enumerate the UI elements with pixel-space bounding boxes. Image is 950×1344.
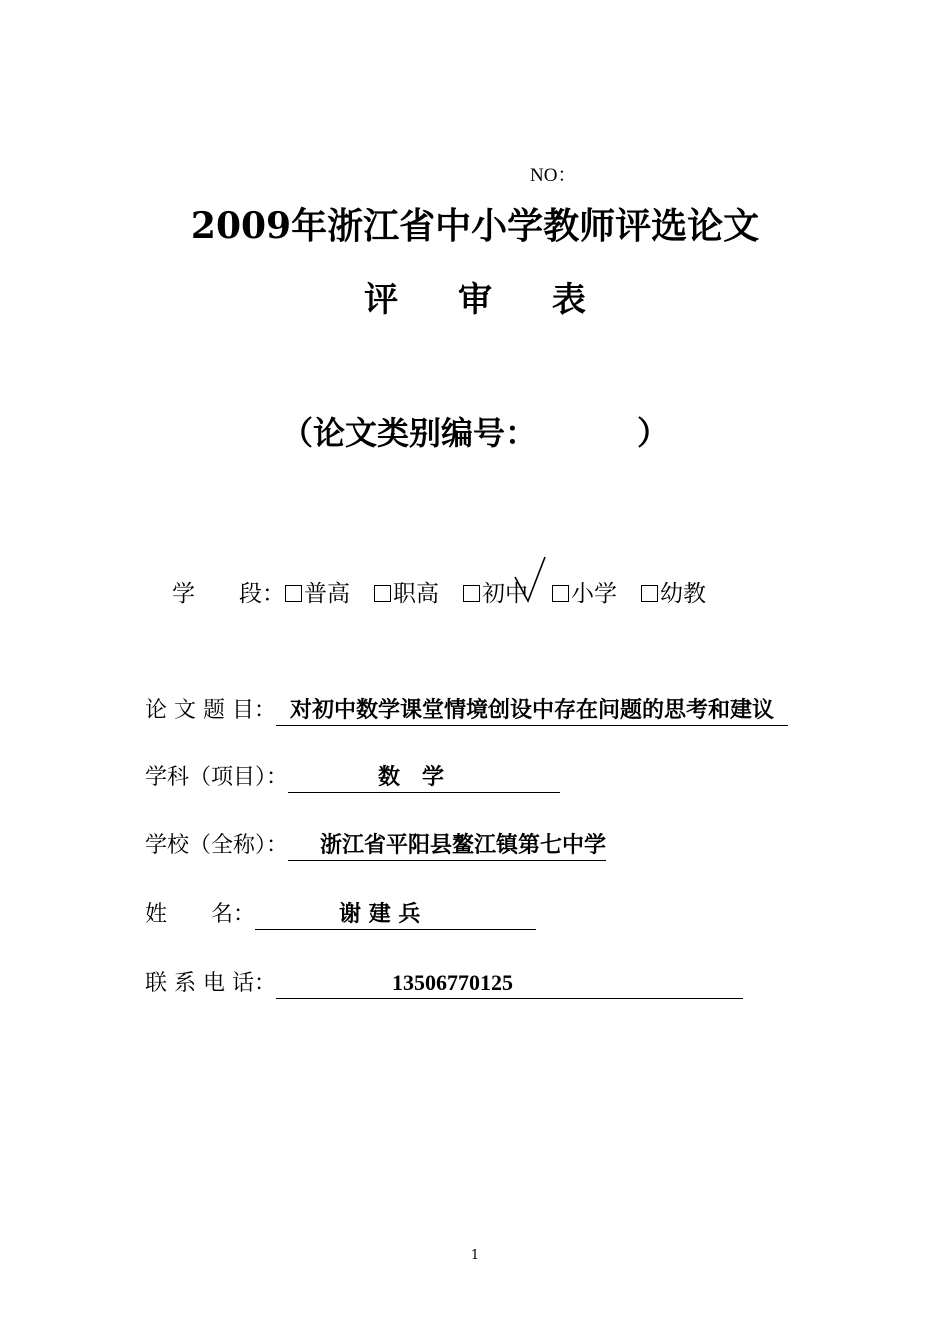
subject-field[interactable]: 数 学 bbox=[288, 762, 560, 793]
name-field[interactable]: 谢 建 兵 bbox=[255, 899, 536, 930]
subtitle-char-1: 评 bbox=[364, 280, 399, 320]
stage-option-label: 幼教 bbox=[660, 581, 706, 607]
school-field[interactable]: 浙江省平阳县鳌江镇第七中学 bbox=[288, 830, 606, 861]
checkmark-icon bbox=[512, 555, 552, 605]
phone-row bbox=[145, 966, 743, 999]
category-close-paren: ） bbox=[637, 414, 670, 452]
stage-option-1[interactable] bbox=[285, 575, 350, 608]
document-subtitle bbox=[0, 272, 950, 321]
checkbox-icon[interactable] bbox=[463, 585, 480, 602]
number-label: NO： bbox=[530, 165, 577, 186]
topic-label: 论 文 题 目： bbox=[145, 698, 276, 723]
stage-option-5[interactable] bbox=[641, 575, 706, 608]
subject-row bbox=[145, 760, 560, 793]
stage-option-label: 小学 bbox=[571, 581, 617, 607]
school-row bbox=[145, 828, 606, 861]
phone-label: 联 系 电 话： bbox=[145, 971, 276, 996]
phone-field[interactable]: 13506770125 bbox=[276, 968, 743, 999]
stage-label-1: 学 bbox=[172, 581, 195, 607]
stage-label-2: 段： bbox=[239, 581, 285, 607]
school-stage-row bbox=[172, 575, 730, 608]
topic-field[interactable]: 对初中数学课堂情境创设中存在问题的思考和建议 bbox=[276, 695, 788, 726]
category-number-line bbox=[0, 408, 950, 454]
category-label: （论文类别编号： bbox=[280, 414, 537, 452]
checkbox-icon[interactable] bbox=[641, 585, 658, 602]
stage-option-4[interactable] bbox=[552, 575, 617, 608]
document-title: 2009年浙江省中小学教师评选论文 bbox=[190, 205, 760, 247]
page-number: 1 bbox=[470, 1248, 480, 1263]
school-label: 学校（全称）： bbox=[145, 833, 289, 858]
checkbox-icon[interactable] bbox=[285, 585, 302, 602]
name-row bbox=[145, 897, 536, 930]
stage-option-2[interactable] bbox=[374, 575, 439, 608]
name-label-1: 姓 bbox=[145, 902, 168, 927]
stage-option-label: 普高 bbox=[304, 581, 350, 607]
name-label-2: 名： bbox=[211, 902, 256, 927]
stage-option-label: 初中 bbox=[482, 581, 528, 607]
subject-label: 学科（项目）： bbox=[145, 765, 289, 790]
topic-row bbox=[145, 693, 788, 726]
stage-option-label: 职高 bbox=[393, 581, 439, 607]
checkbox-icon[interactable] bbox=[552, 585, 569, 602]
subtitle-char-3: 表 bbox=[551, 280, 586, 320]
subtitle-char-2: 审 bbox=[458, 280, 492, 320]
checkbox-icon[interactable] bbox=[374, 585, 391, 602]
